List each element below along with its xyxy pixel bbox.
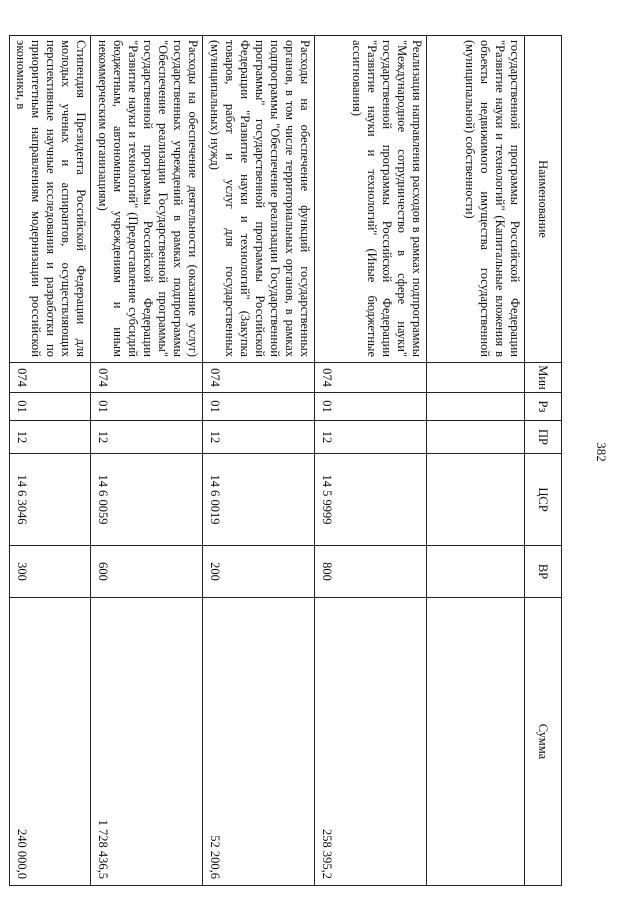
header-name: Наименование [525, 36, 562, 363]
row-vr: 600 [91, 546, 203, 598]
row-csr: 14 6 0059 [91, 454, 203, 546]
row-name: Расходы на обеспечение функций государственных органов, в том числе территориальных органов, в рамках подпрограммы "Обеспечение реализации Государственной программы" государственной программы Российской Федерации "Развитие науки и технологий" (Закупка товаров, работ и услуг для государственных (муниципальных) нужд) [203, 36, 315, 363]
row-pr: 12 [315, 421, 427, 454]
row-name: Расходы на обеспечение деятельности (оказание услуг) государственных учреждений в рамках подпрограммы "Обеспечение реализации Государственной программы" государственной программы Российской Федерации "Развитие науки и технологий" (Предоставление субсидий бюджетным, автономным учреждениям и иным некоммерческим организациям) [91, 36, 203, 363]
row-name: Стипендия Президента Российской Федерации для молодых ученых и аспирантов, осуществляющих перспективные научные исследования и разработки по приоритетным направлениям модернизации российской экономики, в [10, 36, 91, 363]
row-rz [427, 393, 525, 421]
row-csr: 14 6 3046 [10, 454, 91, 546]
row-vr [427, 546, 525, 598]
row-pr: 12 [203, 421, 315, 454]
row-vr: 800 [315, 546, 427, 598]
row-name: государственной программы Российской Федерации "Развитие науки и технологий" (Капитальные вложения в объекты недвижимого имущества государственной (муниципальной) собственности) [427, 36, 525, 363]
row-min: 074 [10, 363, 91, 393]
header-vr: ВР [525, 546, 562, 598]
row-min: 074 [315, 363, 427, 393]
row-csr: 14 6 0019 [203, 454, 315, 546]
row-rz: 01 [315, 393, 427, 421]
row-pr [427, 421, 525, 454]
row-csr [427, 454, 525, 546]
row-sum: 52 200,6 [203, 598, 315, 886]
header-pr: ПР [525, 421, 562, 454]
row-pr: 12 [10, 421, 91, 454]
table-row [10, 36, 91, 886]
row-csr: 14 5 9999 [315, 454, 427, 546]
row-pr: 12 [91, 421, 203, 454]
row-sum: 1 728 436,5 [91, 598, 203, 886]
row-rz: 01 [91, 393, 203, 421]
table-row [315, 36, 427, 886]
header-min: Мин [525, 363, 562, 393]
row-min [427, 363, 525, 393]
row-vr: 200 [203, 546, 315, 598]
budget-table [9, 35, 562, 886]
row-vr: 300 [10, 546, 91, 598]
row-min: 074 [91, 363, 203, 393]
page-number: 382 [594, 442, 609, 462]
row-name: Реализация направления расходов в рамках подпрограммы "Международное сотрудничество в сфере науки" государственной программы Российской Федерации "Развитие науки и технологий" (Иные бюджетные ассигнования) [315, 36, 427, 363]
header-csr: ЦСР [525, 454, 562, 546]
row-sum [427, 598, 525, 886]
table-row [91, 36, 203, 886]
table-row [427, 36, 525, 886]
header-rz: Рз [525, 393, 562, 421]
table-row [203, 36, 315, 886]
row-rz: 01 [10, 393, 91, 421]
table-header-row [525, 36, 562, 886]
rotated-page-content [14, 35, 562, 885]
header-sum: Сумма [525, 598, 562, 886]
row-sum: 240 000,0 [10, 598, 91, 886]
row-min: 074 [203, 363, 315, 393]
row-rz: 01 [203, 393, 315, 421]
row-sum: 258 395,2 [315, 598, 427, 886]
